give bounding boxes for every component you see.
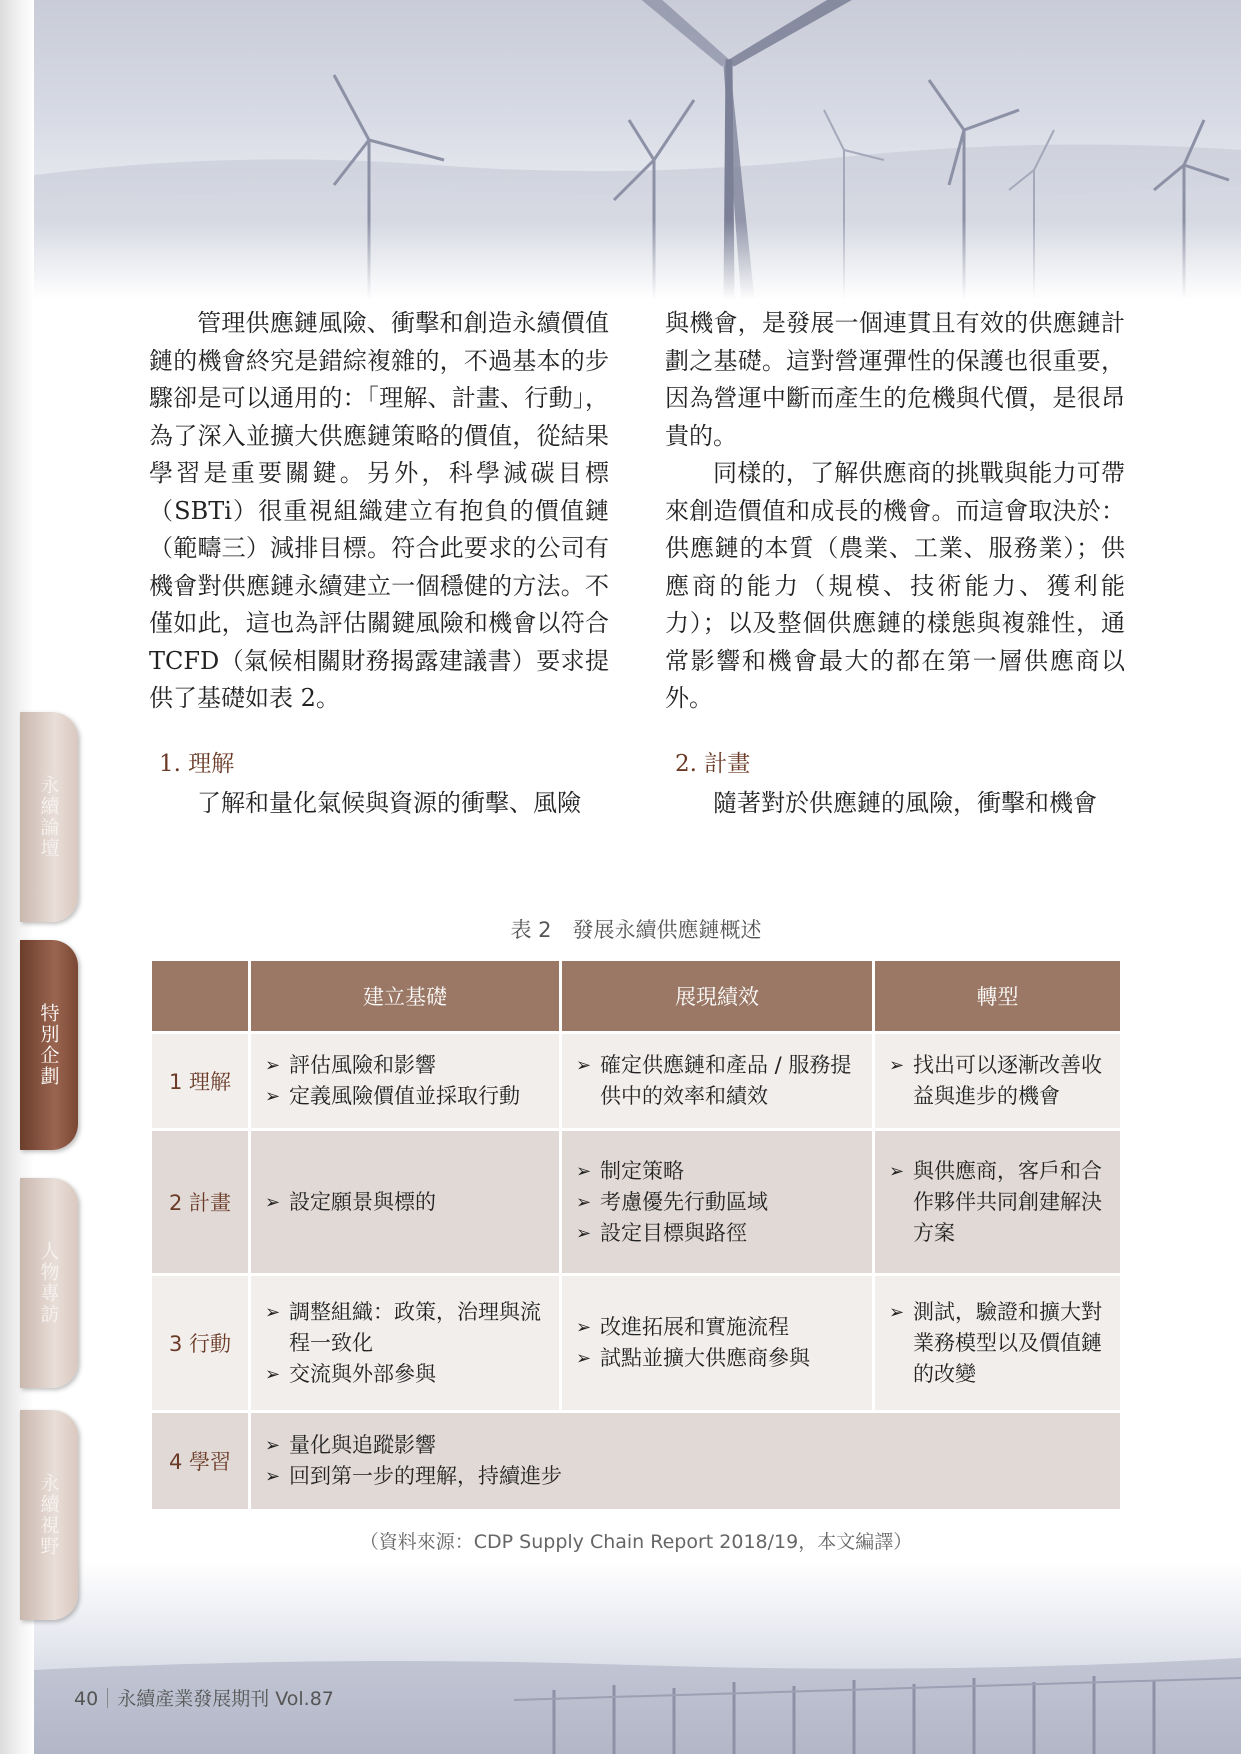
bullet-arrow-icon: ➢ (265, 1363, 281, 1385)
bullet-arrow-icon: ➢ (576, 1222, 592, 1244)
list-item: ➢ 交流與外部參與 (265, 1359, 545, 1390)
table-row-label: 4 學習 (151, 1412, 250, 1511)
list-item: ➢ 測試，驗證和擴大對業務模型以及價值鏈的改變 (889, 1297, 1106, 1390)
table-row (151, 1033, 1122, 1130)
table-header-foundation: 建立基礎 (250, 960, 561, 1033)
table-cell (874, 1130, 1122, 1275)
side-tab-perspective[interactable] (20, 1410, 78, 1620)
bullet-arrow-icon: ➢ (576, 1348, 592, 1369)
table-cell (874, 1033, 1122, 1130)
list-item: ➢ 評估風險和影響 (265, 1050, 545, 1081)
bullet-arrow-icon: ➢ (265, 1055, 281, 1076)
publication-title: 永續產業發展期刊 Vol.87 (117, 1688, 334, 1710)
table-row (151, 1275, 1122, 1412)
footer-banner-image (34, 1560, 1241, 1754)
list-item: ➢ 設定願景與標的 (265, 1187, 545, 1218)
bullet-arrow-icon: ➢ (576, 1055, 592, 1076)
list-item: ➢ 改進拓展和實施流程 (576, 1312, 858, 1343)
table-cell (561, 1130, 874, 1275)
table-source-note: （資料來源：CDP Supply Chain Report 2018/19，本文編譯） (359, 1531, 913, 1553)
left-column (149, 305, 609, 718)
page-number: 40 (74, 1688, 99, 1710)
bullet-arrow-icon: ➢ (265, 1466, 281, 1487)
side-tab-label: 永續視野 (37, 1473, 60, 1557)
table-caption: 表 2 發展永續供應鏈概述 (510, 918, 762, 942)
bullet-arrow-icon: ➢ (889, 1301, 905, 1323)
footer-divider (107, 1688, 108, 1708)
table-cell (874, 1275, 1122, 1412)
table-header-empty (151, 960, 250, 1033)
list-item: ➢ 找出可以逐漸改善收益與進步的機會 (889, 1050, 1106, 1112)
table-row-label: 2 計畫 (151, 1130, 250, 1275)
table-cell (561, 1033, 874, 1130)
bullet-arrow-icon: ➢ (889, 1160, 905, 1182)
table-row-label: 1 理解 (151, 1033, 250, 1130)
bullet-arrow-icon: ➢ (576, 1317, 592, 1338)
bullet-arrow-icon: ➢ (265, 1301, 281, 1323)
table-cell (561, 1275, 874, 1412)
bullet-arrow-icon: ➢ (576, 1191, 592, 1213)
table-row (151, 1412, 1122, 1511)
table-cell (250, 1130, 561, 1275)
list-item: ➢ 調整組織：政策，治理與流程一致化 (265, 1297, 545, 1359)
table-header-performance: 展現績效 (561, 960, 874, 1033)
side-tab-forum[interactable] (20, 712, 78, 922)
side-tab-special-feature[interactable] (20, 940, 78, 1150)
side-tab-interview[interactable] (20, 1178, 78, 1388)
list-item: ➢ 量化與追蹤影響 (265, 1430, 1106, 1461)
body-paragraph: 同樣的，了解供應商的挑戰與能力可帶來創造價值和成長的機會。而這會取決於：供應鏈的本質（農業、工業、服務業）；供應商的能力（規模、技術能力、獲利能力）；以及整個供應鏈的樣態與複雜性，通常影響和機會最大的都在第一層供應商以外。 (665, 459, 1125, 712)
table-row-label: 3 行動 (151, 1275, 250, 1412)
bullet-arrow-icon: ➢ (889, 1055, 905, 1076)
section-heading-plan: 2. 計畫 (675, 751, 751, 777)
section-text-understand: 了解和量化氣候與資源的衝擊、風險 (197, 789, 581, 817)
side-tab-label: 特別企劃 (37, 1003, 60, 1087)
table-cell-merged (250, 1412, 1122, 1511)
page-footer (74, 1684, 334, 1711)
list-item: ➢ 考慮優先行動區域 (576, 1187, 858, 1218)
bullet-arrow-icon: ➢ (265, 1435, 281, 1456)
bullet-arrow-icon: ➢ (265, 1086, 281, 1107)
supply-chain-table (149, 958, 1123, 1512)
body-paragraph: 管理供應鏈風險、衝擊和創造永續價值鏈的機會終究是錯綜複雜的，不過基本的步驟卻是可以通用的：「理解、計畫、行動」，為了深入並擴大供應鏈策略的價值，從結果學習是重要關鍵。另外，科學減碳目標（SBTi）很重視組織建立有抱負的價值鏈（範疇三）減排目標。符合此要求的公司有機會對供應鏈永續建立一個穩健的方法。不僅如此，這也為評估關鍵風險和機會以符合 TCFD（氣候相關財務揭露建議書）要求提供了基礎如表 2。 (149, 309, 609, 712)
list-item: ➢ 試點並擴大供應商參與 (576, 1343, 858, 1374)
right-column (665, 305, 1125, 718)
header-banner-image (34, 0, 1241, 300)
table-header-row (151, 960, 1122, 1033)
list-item: ➢ 確定供應鏈和產品 / 服務提供中的效率和績效 (576, 1050, 858, 1112)
bullet-arrow-icon: ➢ (265, 1191, 281, 1213)
body-paragraph: 與機會，是發展一個連貫且有效的供應鏈計劃之基礎。這對營運彈性的保護也很重要，因為營運中斷而產生的危機與代價，是很昂貴的。 (665, 309, 1125, 450)
list-item: ➢ 與供應商，客戶和合作夥伴共同創建解決方案 (889, 1156, 1106, 1249)
table-cell (250, 1033, 561, 1130)
table-header-transformation: 轉型 (874, 960, 1122, 1033)
section-heading-understand: 1. 理解 (159, 751, 235, 777)
table-row (151, 1130, 1122, 1275)
side-tab-label: 永續論壇 (37, 775, 60, 859)
bullet-arrow-icon: ➢ (576, 1160, 592, 1182)
list-item: ➢ 定義風險價值並採取行動 (265, 1081, 545, 1112)
table-cell (250, 1275, 561, 1412)
list-item: ➢ 制定策略 (576, 1156, 858, 1187)
list-item: ➢ 設定目標與路徑 (576, 1218, 858, 1249)
list-item: ➢ 回到第一步的理解，持續進步 (265, 1461, 1106, 1492)
side-tab-label: 人物專訪 (37, 1241, 60, 1325)
section-text-plan: 隨著對於供應鏈的風險，衝擊和機會 (713, 789, 1097, 817)
